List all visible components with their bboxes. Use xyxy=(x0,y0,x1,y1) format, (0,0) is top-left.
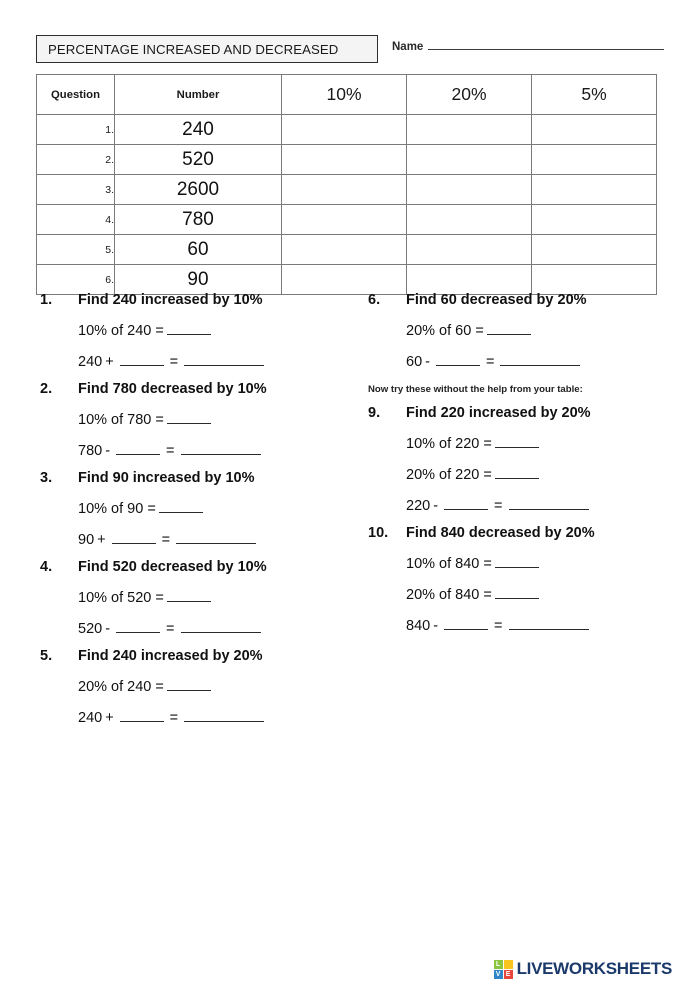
question-prompt: Find 780 decreased by 10% xyxy=(78,381,267,397)
workline-text: 10% of 240 = xyxy=(78,323,164,339)
answer-blank[interactable] xyxy=(444,617,488,630)
table-body xyxy=(37,115,657,295)
answer-blank[interactable] xyxy=(167,411,211,424)
question-heading xyxy=(40,470,370,486)
answer-blank[interactable] xyxy=(181,620,261,633)
cell-answer-20[interactable] xyxy=(407,175,532,205)
liveworksheets-logo-icon xyxy=(494,960,513,979)
cell-answer-20[interactable] xyxy=(407,205,532,235)
logo-square-green: L xyxy=(494,960,503,969)
question-prompt: Find 90 increased by 10% xyxy=(78,470,255,486)
cell-number-value: 240 xyxy=(115,115,282,145)
logo-square-yellow xyxy=(504,960,513,969)
name-field-group xyxy=(392,40,664,53)
question-heading xyxy=(40,559,370,575)
answer-blank[interactable] xyxy=(116,620,160,633)
table-row xyxy=(37,235,657,265)
question-10 xyxy=(368,525,688,634)
worksheet-header xyxy=(0,0,700,74)
question-workline xyxy=(78,620,370,637)
question-workline xyxy=(406,617,688,634)
answer-blank[interactable] xyxy=(120,353,164,366)
cell-number-value: 520 xyxy=(115,145,282,175)
cell-number-value: 2600 xyxy=(115,175,282,205)
name-label: Name xyxy=(392,41,424,53)
question-workline xyxy=(406,497,688,514)
questions-column-left xyxy=(40,292,370,737)
name-input-line[interactable] xyxy=(428,40,664,50)
question-prompt: Find 220 increased by 20% xyxy=(406,405,591,421)
cell-answer-10[interactable] xyxy=(282,115,407,145)
workline-operator: - xyxy=(425,354,430,370)
workline-operator: - xyxy=(433,498,439,514)
answer-blank[interactable] xyxy=(487,322,531,335)
question-workline xyxy=(78,322,370,339)
workline-equals: = xyxy=(161,532,171,548)
workline-equals: = xyxy=(166,443,175,459)
answer-blank[interactable] xyxy=(167,322,211,335)
question-index: 9. xyxy=(368,405,381,421)
cell-question-number: 4. xyxy=(37,205,115,235)
workline-text: 20% of 240 = xyxy=(78,679,164,695)
answer-blank[interactable] xyxy=(500,353,580,366)
workline-text: 20% of 60 = xyxy=(406,323,484,339)
workline-text: 20% of 220 = xyxy=(406,467,492,483)
question-9 xyxy=(368,405,688,514)
question-workline xyxy=(406,353,688,370)
question-heading xyxy=(40,648,370,664)
liveworksheets-wordmark: LIVEWORKSHEETS xyxy=(516,959,672,978)
answer-blank[interactable] xyxy=(167,589,211,602)
question-workline xyxy=(406,555,688,572)
table-row xyxy=(37,145,657,175)
answer-blank[interactable] xyxy=(120,709,164,722)
question-1 xyxy=(40,292,370,370)
question-workline xyxy=(78,678,370,695)
answer-blank[interactable] xyxy=(181,442,261,455)
cell-question-number: 1. xyxy=(37,115,115,145)
question-workline xyxy=(78,442,370,459)
page-title: PERCENTAGE INCREASED AND DECREASED xyxy=(48,41,339,57)
workline-operator: - xyxy=(105,443,111,459)
workline-text: 520 xyxy=(78,621,103,637)
question-5 xyxy=(40,648,370,726)
question-index: 10. xyxy=(368,525,389,541)
workline-text: 840 xyxy=(406,618,431,634)
question-index: 5. xyxy=(40,648,53,664)
question-heading xyxy=(368,525,688,541)
cell-answer-10[interactable] xyxy=(282,265,407,295)
logo-square-red: E xyxy=(504,970,513,979)
cell-answer-20[interactable] xyxy=(407,145,532,175)
cell-answer-5[interactable] xyxy=(532,175,657,205)
answer-blank[interactable] xyxy=(495,586,539,599)
question-heading xyxy=(368,405,688,421)
answer-blank[interactable] xyxy=(184,353,264,366)
cell-question-number: 3. xyxy=(37,175,115,205)
question-index: 3. xyxy=(40,470,53,486)
question-index: 1. xyxy=(40,292,53,308)
question-workline xyxy=(78,353,370,370)
liveworksheets-logo[interactable] xyxy=(494,959,672,979)
question-heading xyxy=(40,381,370,397)
answer-blank[interactable] xyxy=(495,435,539,448)
workline-operator: + xyxy=(97,532,106,548)
question-workline xyxy=(406,586,688,603)
workline-equals: = xyxy=(485,354,495,370)
answer-blank[interactable] xyxy=(495,466,539,479)
question-4 xyxy=(40,559,370,637)
cell-number-value: 90 xyxy=(115,265,282,295)
question-heading xyxy=(40,292,370,308)
answer-blank[interactable] xyxy=(509,617,589,630)
question-prompt: Find 520 decreased by 10% xyxy=(78,559,267,575)
answer-blank[interactable] xyxy=(495,555,539,568)
workline-text: 10% of 840 = xyxy=(406,556,492,572)
answer-blank[interactable] xyxy=(176,531,256,544)
question-workline xyxy=(406,322,688,339)
workline-operator: - xyxy=(105,621,111,637)
question-workline xyxy=(406,435,688,452)
cell-answer-20[interactable] xyxy=(407,265,532,295)
workline-text: 10% of 90 = xyxy=(78,501,156,517)
workline-text: 10% of 780 = xyxy=(78,412,164,428)
instruction-note: Now try these without the help from your table: xyxy=(368,384,583,395)
workline-text: 220 xyxy=(406,498,431,514)
workline-operator: - xyxy=(433,618,439,634)
workline-text: 60 xyxy=(406,354,423,370)
cell-number-value: 780 xyxy=(115,205,282,235)
cell-question-number: 6. xyxy=(37,265,115,295)
cell-answer-10[interactable] xyxy=(282,145,407,175)
workline-equals: = xyxy=(169,354,179,370)
cell-answer-5[interactable] xyxy=(532,235,657,265)
cell-answer-20[interactable] xyxy=(407,235,532,265)
cell-answer-5[interactable] xyxy=(532,265,657,295)
question-workline xyxy=(78,531,370,548)
question-index: 6. xyxy=(368,292,381,308)
workline-text: 240 xyxy=(78,710,103,726)
question-index: 2. xyxy=(40,381,53,397)
question-workline xyxy=(406,466,688,483)
cell-question-number: 2. xyxy=(37,145,115,175)
workline-text: 10% of 520 = xyxy=(78,590,164,606)
column-header-number: Number xyxy=(115,75,282,115)
question-2 xyxy=(40,381,370,459)
workline-equals: = xyxy=(169,710,179,726)
question-prompt: Find 60 decreased by 20% xyxy=(406,292,587,308)
question-prompt: Find 240 increased by 20% xyxy=(78,648,263,664)
question-3 xyxy=(40,470,370,548)
cell-number-value: 60 xyxy=(115,235,282,265)
workline-text: 20% of 840 = xyxy=(406,587,492,603)
cell-answer-20[interactable] xyxy=(407,115,532,145)
column-header-5-percent: 5% xyxy=(532,75,657,115)
workline-text: 240 xyxy=(78,354,103,370)
cell-question-number: 5. xyxy=(37,235,115,265)
table-row xyxy=(37,265,657,295)
answer-blank[interactable] xyxy=(167,678,211,691)
worksheet-title-box xyxy=(36,35,378,63)
question-prompt: Find 240 increased by 10% xyxy=(78,292,263,308)
percentage-table-wrapper xyxy=(36,74,656,295)
questions-column-right xyxy=(368,292,688,645)
table-header-row xyxy=(37,75,657,115)
table-row xyxy=(37,175,657,205)
question-workline xyxy=(78,500,370,517)
cell-answer-5[interactable] xyxy=(532,205,657,235)
column-header-20-percent: 20% xyxy=(407,75,532,115)
cell-answer-10[interactable] xyxy=(282,175,407,205)
question-index: 4. xyxy=(40,559,53,575)
cell-answer-10[interactable] xyxy=(282,205,407,235)
workline-text: 10% of 220 = xyxy=(406,436,492,452)
workline-operator: + xyxy=(105,354,114,370)
workline-text: 90 xyxy=(78,532,95,548)
workline-text: 780 xyxy=(78,443,103,459)
answer-blank[interactable] xyxy=(116,442,160,455)
column-header-question: Question xyxy=(37,75,115,115)
cell-answer-10[interactable] xyxy=(282,235,407,265)
question-6 xyxy=(368,292,688,370)
cell-answer-5[interactable] xyxy=(532,115,657,145)
question-workline xyxy=(78,411,370,428)
question-heading xyxy=(368,292,688,308)
workline-equals: = xyxy=(166,621,175,637)
question-workline xyxy=(78,589,370,606)
question-prompt: Find 840 decreased by 20% xyxy=(406,525,595,541)
percentage-table xyxy=(36,74,657,295)
answer-blank[interactable] xyxy=(436,353,480,366)
answer-blank[interactable] xyxy=(159,500,203,513)
table-row xyxy=(37,115,657,145)
workline-equals: = xyxy=(494,498,503,514)
answer-blank[interactable] xyxy=(184,709,264,722)
logo-square-blue: V xyxy=(494,970,503,979)
answer-blank[interactable] xyxy=(112,531,156,544)
column-header-10-percent: 10% xyxy=(282,75,407,115)
workline-operator: + xyxy=(105,710,114,726)
answer-blank[interactable] xyxy=(444,497,488,510)
cell-answer-5[interactable] xyxy=(532,145,657,175)
question-workline xyxy=(78,709,370,726)
answer-blank[interactable] xyxy=(509,497,589,510)
workline-equals: = xyxy=(494,618,503,634)
table-row xyxy=(37,205,657,235)
